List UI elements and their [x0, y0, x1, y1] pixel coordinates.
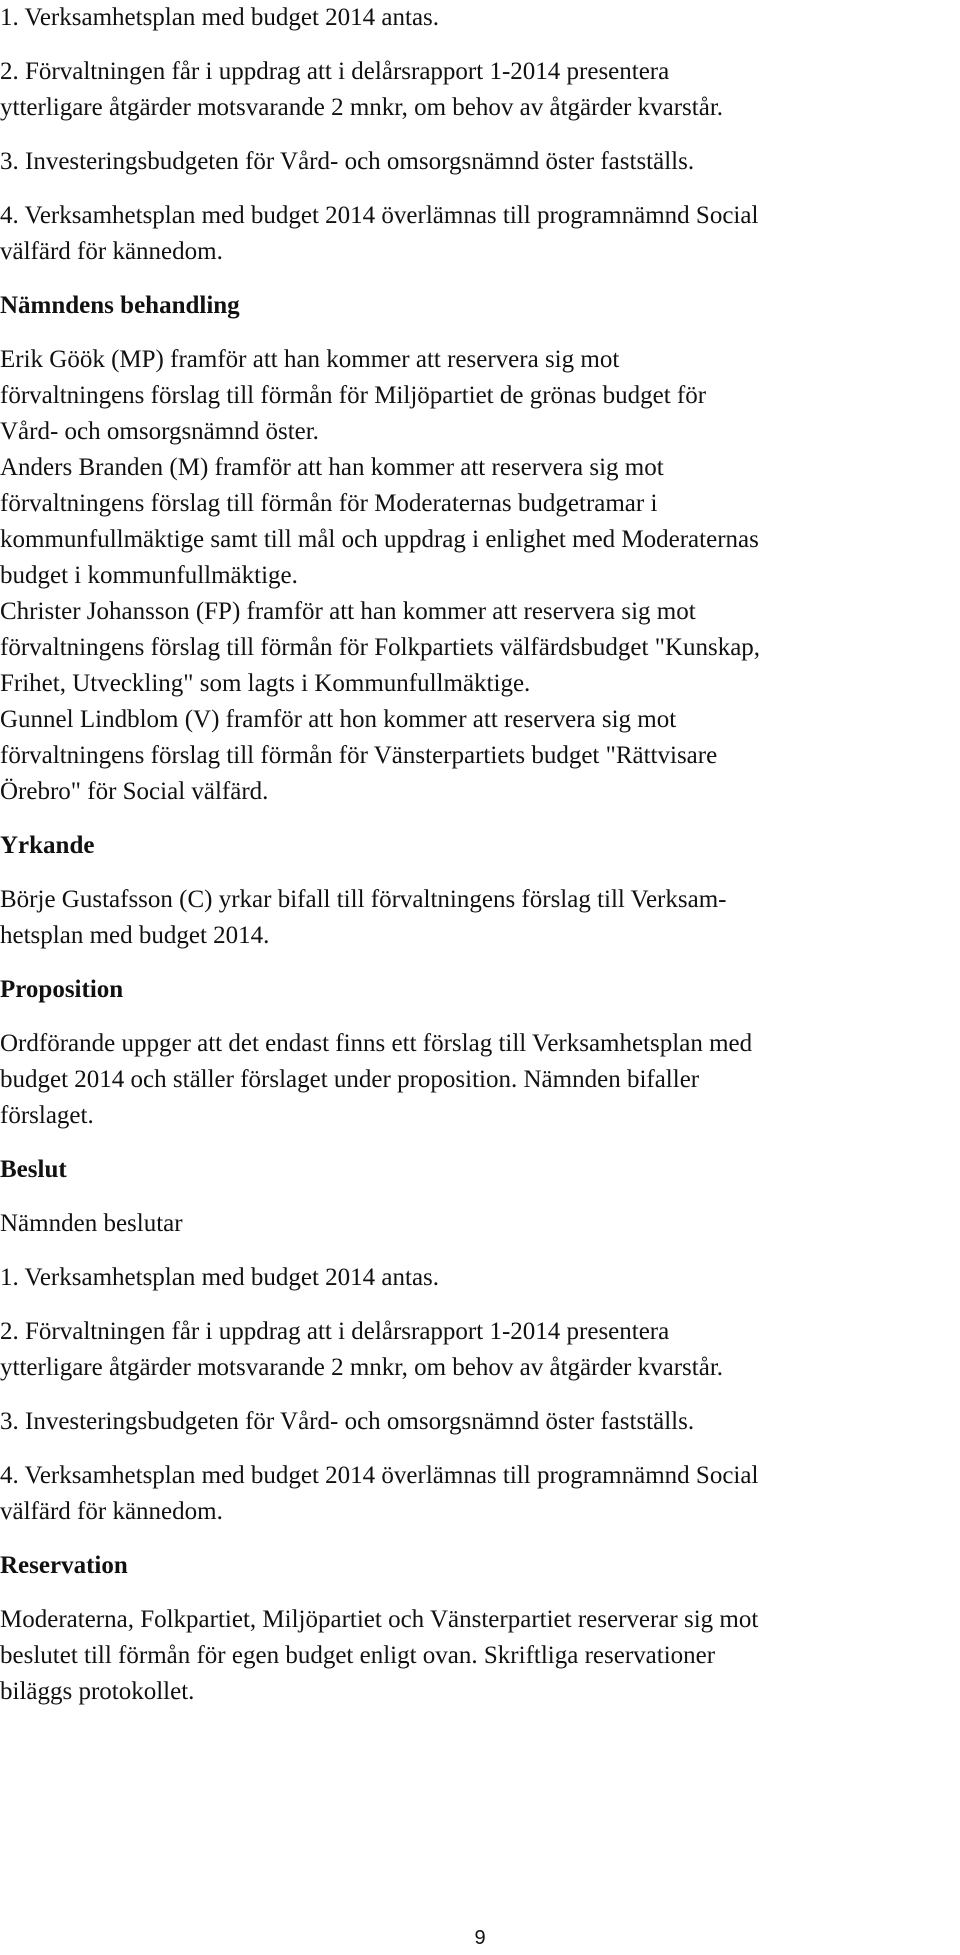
text-line: Moderaterna, Folkpartiet, Miljöpartiet och Vänsterpartiet reserverar sig mot	[0, 1606, 759, 1633]
text-line: 2. Förvaltningen får i uppdrag att i delårsrapport 1-2014 presentera	[0, 58, 670, 85]
text-line: 1. Verksamhetsplan med budget 2014 antas.	[0, 1264, 440, 1291]
text-line: kommunfullmäktige samt till mål och uppdrag i enlighet med Moderaternas	[0, 526, 759, 553]
section-heading: Beslut	[0, 1156, 67, 1183]
proposition-text	[0, 1026, 952, 1134]
text-line: 3. Investeringsbudgeten för Vård- och omsorgsnämnd öster fastställs.	[0, 1408, 695, 1435]
text-line: Anders Branden (M) framför att han kommer att reservera sig mot	[0, 454, 664, 481]
text-line: 2. Förvaltningen får i uppdrag att i delårsrapport 1-2014 presentera	[0, 1318, 670, 1345]
decision-item-4	[0, 198, 952, 270]
text-line: biläggs protokollet.	[0, 1678, 195, 1705]
text-line: hetsplan med budget 2014.	[0, 922, 270, 949]
text-line: förvaltningens förslag till förmån för Folkpartiets välfärdsbudget "Kunskap,	[0, 634, 761, 661]
text-line: Börje Gustafsson (C) yrkar bifall till förvaltningens förslag till Verksam-	[0, 886, 727, 913]
reservation-text	[0, 1602, 952, 1710]
section-reservation	[0, 1548, 952, 1710]
text-line: ytterligare åtgärder motsvarande 2 mnkr, om behov av åtgärder kvarstår.	[0, 94, 724, 121]
text-line: Christer Johansson (FP) framför att han kommer att reservera sig mot	[0, 598, 696, 625]
text-line: Erik Göök (MP) framför att han kommer att reservera sig mot	[0, 346, 620, 373]
text-line: budget i kommunfullmäktige.	[0, 562, 298, 589]
text-line: välfärd för kännedom.	[0, 238, 223, 265]
text-line: Vård- och omsorgsnämnd öster.	[0, 418, 319, 445]
beslut-item-3	[0, 1404, 952, 1440]
section-heading: Yrkande	[0, 832, 95, 859]
text-line: ytterligare åtgärder motsvarande 2 mnkr, om behov av åtgärder kvarstår.	[0, 1354, 724, 1381]
text-line: Ordförande uppger att det endast finns ett förslag till Verksamhetsplan med	[0, 1030, 753, 1057]
text-line: beslutet till förmån för egen budget enligt ovan. Skriftliga reservationer	[0, 1642, 716, 1669]
text-line: förvaltningens förslag till förmån för Vänsterpartiets budget "Rättvisare	[0, 742, 718, 769]
section-yrkande	[0, 828, 952, 954]
text-line: Örebro" för Social välfärd.	[0, 778, 269, 805]
yrkande-text	[0, 882, 952, 954]
text-line: välfärd för kännedom.	[0, 1498, 223, 1525]
text-line: 4. Verksamhetsplan med budget 2014 överlämnas till programnämnd Social	[0, 1462, 759, 1489]
section-heading: Nämndens behandling	[0, 292, 240, 319]
top-decision-list	[0, 0, 952, 270]
text-line: Frihet, Utveckling" som lagts i Kommunfullmäktige.	[0, 670, 531, 697]
beslut-item-1	[0, 1260, 952, 1296]
text-line: 1. Verksamhetsplan med budget 2014 antas.	[0, 4, 440, 31]
beslut-item-4	[0, 1458, 952, 1530]
beslut-item-2	[0, 1314, 952, 1386]
decision-item-1	[0, 0, 952, 36]
beslut-intro: Nämnden beslutar	[0, 1210, 183, 1237]
text-line: förvaltningens förslag till förmån för Miljöpartiet de grönas budget för	[0, 382, 707, 409]
statement-branden	[0, 450, 952, 594]
section-proposition	[0, 972, 952, 1134]
text-line: 3. Investeringsbudgeten för Vård- och omsorgsnämnd öster fastställs.	[0, 148, 695, 175]
text-line: 4. Verksamhetsplan med budget 2014 överlämnas till programnämnd Social	[0, 202, 759, 229]
page-number: 9	[474, 1927, 486, 1949]
section-heading: Reservation	[0, 1552, 128, 1579]
statement-lindblom	[0, 702, 952, 810]
decision-item-2	[0, 54, 952, 126]
text-line: förvaltningens förslag till förmån för Moderaternas budgetramar i	[0, 490, 658, 517]
statement-gook	[0, 342, 952, 450]
section-behandling	[0, 288, 952, 810]
text-line: förslaget.	[0, 1102, 94, 1129]
section-heading: Proposition	[0, 976, 124, 1003]
section-beslut	[0, 1152, 952, 1530]
text-line: Gunnel Lindblom (V) framför att hon kommer att reservera sig mot	[0, 706, 677, 733]
decision-item-3	[0, 144, 952, 180]
text-line: budget 2014 och ställer förslaget under proposition. Nämnden bifaller	[0, 1066, 700, 1093]
statement-johansson	[0, 594, 952, 702]
